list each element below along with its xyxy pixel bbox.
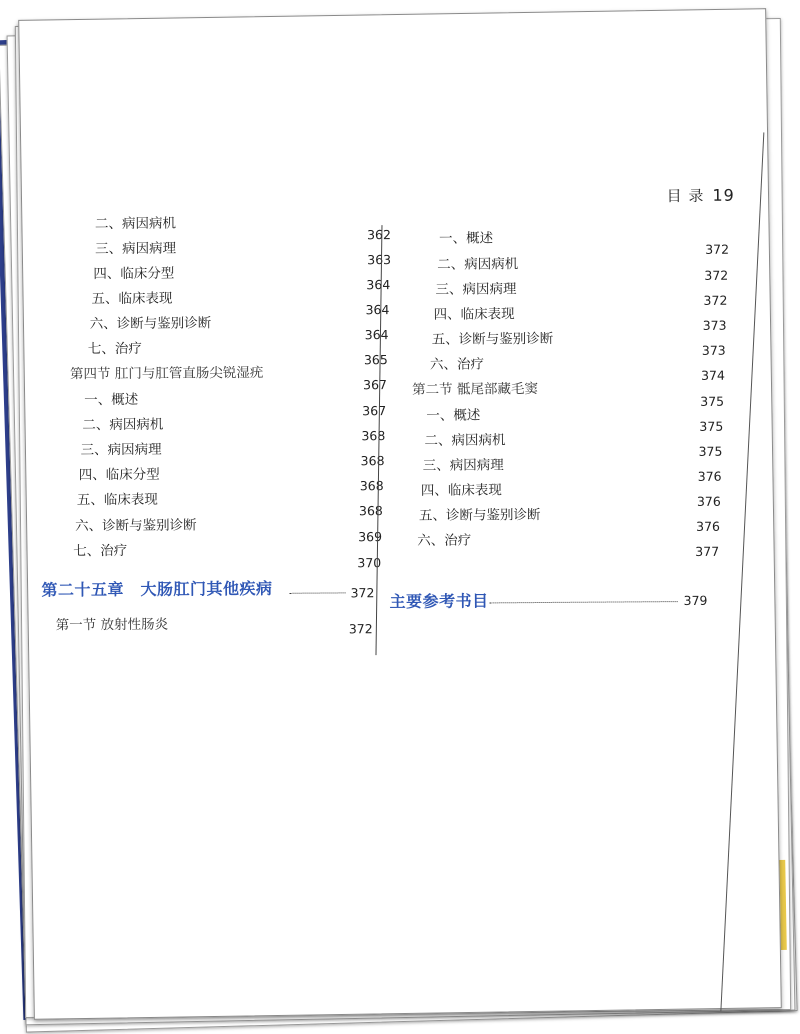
toc-entry: 六、诊断与鉴别诊断 [75,517,197,535]
toc-content [24,12,777,1015]
toc-page-number: 368 [360,453,385,469]
header-page-number: 19 [712,185,735,205]
toc-entry: 六、治疗 [417,532,472,549]
toc-page-number: 376 [697,468,722,484]
toc-entry: 五、临床表现 [91,290,173,308]
toc-entry: 三、病因病理 [422,457,504,474]
running-header [667,185,735,206]
toc-page [18,8,782,1020]
toc-entry: 五、临床表现 [76,491,158,509]
toc-page-number: 368 [358,503,383,519]
toc-entry: 一、概述 [84,391,139,409]
toc-section-heading: 第一节 放射性肠炎 [55,616,169,634]
toc-entry: 四、临床分型 [93,265,175,283]
toc-entry: 六、治疗 [429,356,485,373]
toc-entry: 一、概述 [439,230,494,247]
toc-entry: 二、病因病机 [82,416,164,434]
toc-page-number: 362 [366,227,391,243]
toc-page-number: 375 [700,393,725,409]
leader-dots [290,592,346,593]
toc-page-number: 368 [361,428,386,444]
toc-page-number: 364 [365,302,390,318]
toc-page-number: 373 [702,317,727,333]
toc-entry: 七、治疗 [87,340,142,358]
toc-page-number: 377 [695,543,720,559]
toc-page-number: 373 [701,342,726,358]
toc-entry: 五、诊断与鉴别诊断 [431,330,554,348]
toc-entry: 四、临床表现 [420,482,502,499]
toc-entry: 四、临床分型 [78,466,160,484]
toc-page-number: 367 [362,403,387,419]
leader-dots [490,601,678,603]
toc-entry: 二、病因病机 [424,432,506,449]
toc-section-heading: 第二节 骶尾部藏毛窦 [412,381,538,398]
toc-entry: 六、诊断与鉴别诊断 [89,315,212,333]
toc-entry: 三、病因病理 [95,240,177,258]
page-edge-line [720,132,764,1011]
toc-page-number: 372 [703,292,728,308]
toc-page-number: 369 [358,529,383,545]
toc-page-number: 372 [350,585,375,601]
chapter-heading: 第二十五章 大肠肛门其他疾病 [41,578,273,600]
toc-entry: 三、病因病理 [435,281,517,298]
toc-page-number: 370 [357,555,382,571]
toc-entry: 七、治疗 [73,542,128,560]
references-heading: 主要参考书目 [389,591,489,612]
toc-entry: 三、病因病理 [80,441,162,459]
toc-page-number: 375 [698,443,723,459]
toc-page-number: 364 [364,327,389,343]
toc-entry: 四、临床表现 [433,306,515,323]
toc-page-number: 379 [683,592,708,609]
toc-page-number: 372 [704,267,729,283]
header-title: 目 录 [666,186,705,206]
toc-page-number: 374 [700,367,725,383]
toc-page-number: 364 [366,277,391,293]
toc-page-number: 376 [696,493,721,509]
toc-page-number: 372 [705,241,730,257]
toc-page-number: 375 [699,418,724,434]
toc-page-number: 368 [359,478,384,494]
toc-entry: 二、病因病机 [94,215,177,233]
toc-entry: 二、病因病机 [437,256,519,273]
toc-page-number: 367 [363,377,388,393]
toc-page-number: 372 [348,621,373,637]
toc-entry: 五、诊断与鉴别诊断 [418,507,541,524]
toc-entry: 一、概述 [426,407,481,424]
toc-page-number: 363 [367,252,392,268]
toc-page-number: 365 [363,352,388,368]
toc-page-number: 376 [696,518,721,534]
toc-section-heading: 第四节 肛门与肛管直肠尖锐湿疣 [69,364,264,383]
